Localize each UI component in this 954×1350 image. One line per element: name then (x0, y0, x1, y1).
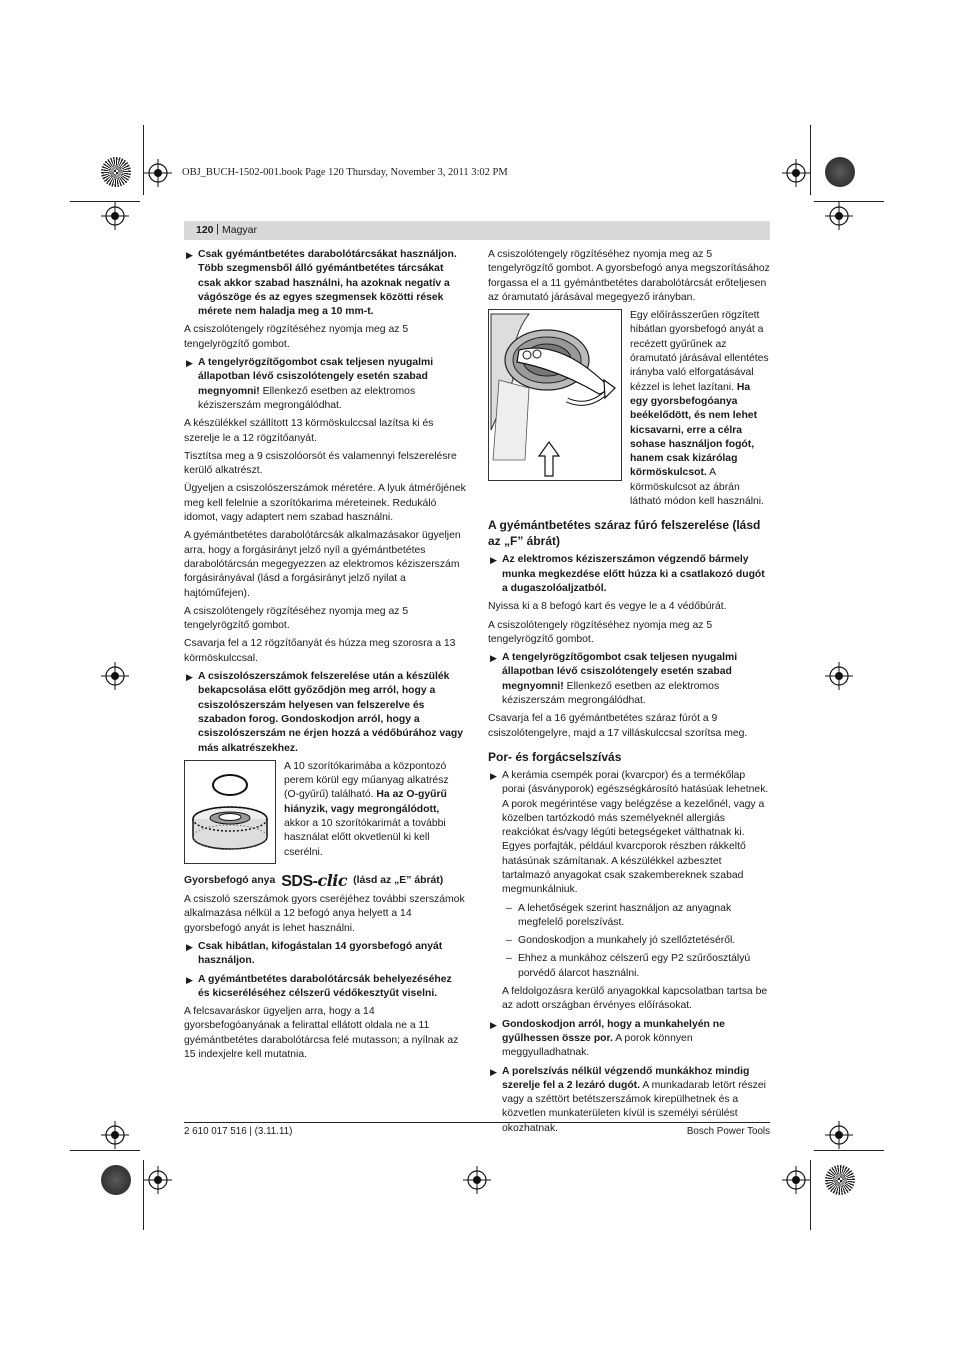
bullet-arrow-icon: ▶ (490, 555, 497, 566)
note-text: A 10 szorítókarimába a központozó perem körül egy műanyag alkatrész (O-gyűrű) található. (284, 760, 449, 801)
registration-mark-icon (101, 662, 129, 690)
registration-mark-icon (782, 1166, 810, 1194)
note-text-bold: Ha egy gyorsbefogóanya beékelődött, és nem lehet kicsavarni, erre a célra sohase használjon fogót, hanem csak kizárólag körmöskulcsot. (630, 381, 758, 479)
heading-text: Gyorsbefogó anya (184, 875, 276, 887)
bullet-text: A munkadarab letört részei vagy a széttört betétszerszámok kirepülhetnek és a közvetlen munkaterületen kívül is személyi sérülést okozhatnak. (502, 1079, 766, 1134)
heading-ref: (lásd az „E” ábrát) (353, 875, 444, 887)
paragraph: Csavarja fel a 12 rögzítőanyát és húzza meg szorosra a 13 körmöskulccsal. (184, 638, 456, 664)
clamping-flange-figure (184, 760, 276, 864)
warning-bullet (184, 973, 466, 1002)
registration-mark-icon (463, 1166, 491, 1194)
quick-nut-wrench-figure (488, 309, 622, 481)
bullet-text: Csak gyémántbetétes darabolótárcsákat használjon. Több szegmensből álló gyémántbetétes tárcsákat csak akkor szabad használni, ha azoknak negatív a vágószöge és az egyes szegmensek közötti rések mérete nem haladja meg a 10 mm-t. (198, 249, 457, 318)
bullet-arrow-icon: ▶ (490, 1066, 497, 1077)
bullet-text-bold: A porelszívás nélkül végzendő munkákhoz mindig szerelje fel a 2 lezáró dugót. (502, 1065, 750, 1091)
paragraph: A gyémántbetétes darabolótárcsák alkalmazásakor ügyeljen arra, hogy a forgásirányt jelző nyíl a gyémántbetétes darabolótárcsán megegyezzen az elektromos kéziszerszám forgásirányával (lásd a forgásirányt jelző nyilat a hajtóműfejen). (184, 530, 461, 599)
paragraph: A felcsavaráskor ügyeljen arra, hogy a 14 gyorsbefogóanyának a felirattal ellátott oldala ne a 11 gyémántbetétes darabolótárcsa felé mutasson; a nyílnak az 15 indexjelre kell mutatnia. (184, 1006, 459, 1061)
dash-item (488, 934, 770, 948)
dash-text: Ehhez a munkához célszerű egy P2 szűrőosztályú porvédő álarcot használni. (518, 953, 751, 979)
crop-mark (814, 1150, 884, 1151)
paragraph: A csiszolótengely rögzítéséhez nyomja meg az 5 tengelyrögzítő gombot. (184, 324, 409, 350)
paragraph: Tisztítsa meg a 9 csiszolóorsót és valamennyi felszerelésre kerülő alkatrészt. (184, 450, 457, 477)
paragraph: Ügyeljen a csiszolószerszámok méretére. A lyuk átmérőjének meg kell felelnie a szorítókarima méreteinek. Redukáló idomot, vagy adaptert nem szabad használni. (184, 483, 466, 524)
bullet-text: Csak hibátlan, kifogástalan 14 gyorsbefogó anyát használjon. (198, 940, 443, 967)
dash-item (488, 902, 770, 931)
warning-bullet (488, 651, 770, 708)
color-target-bottom-left (101, 1165, 131, 1195)
bullet-text-bold: A tengelyrögzítőgombot csak teljesen nyugalmi állapotban lévő csiszolótengely esetén szabad megnyomni! (198, 357, 434, 397)
footer-doc-number: 2 610 017 516 | (3.11.11) (184, 1126, 293, 1137)
registration-mark-icon (825, 662, 853, 690)
oring-figure-block (184, 760, 466, 864)
registration-mark-icon (101, 1121, 129, 1149)
footer-brand: Bosch Power Tools (686, 1126, 770, 1137)
oring-note (284, 760, 466, 864)
sds-clic-logo (281, 870, 348, 890)
dash-item (488, 952, 770, 981)
bullet-text-bold: Gondoskodjon arról, hogy a munkahelyén ne gyűlhessen össze por. (502, 1018, 725, 1044)
note-text: A körmöskulcsot az ábrán látható módon kell használni. (630, 467, 765, 508)
warning-bullet (184, 940, 466, 969)
crop-mark (810, 125, 811, 195)
warning-bullet (488, 553, 770, 596)
note-text-bold: Ha az O-gyűrű hiányzik, vagy megrongálódott, (284, 789, 447, 815)
color-target-top-left (101, 157, 131, 187)
paragraph: A csiszolótengely rögzítéséhez nyomja meg az 5 tengelyrögzítő gombot. (488, 619, 713, 645)
quick-nut-heading (184, 870, 466, 890)
bullet-arrow-icon: ▶ (186, 672, 193, 683)
crop-mark (810, 1160, 811, 1230)
paragraph: A feldolgozásra kerülő anyagokkal kapcsolatban tartsa be az adott országban érvényes előírásokat. (502, 986, 768, 1012)
bullet-arrow-icon: ▶ (186, 358, 193, 369)
registration-mark-icon (782, 159, 810, 187)
note-text: akkor a 10 szorítókarimát a további használat előtt okvetlenül ki kell cserélni. (284, 817, 446, 858)
bullet-arrow-icon: ▶ (186, 941, 193, 952)
bullet-text: Ellenkező esetben az elektromos kéziszerszám megrongálódhat. (502, 680, 720, 707)
registration-mark-icon (144, 159, 172, 187)
section-heading: Por- és forgácselszívás (488, 749, 622, 764)
warning-bullet (488, 769, 770, 898)
language-label: Magyar (222, 224, 258, 236)
bullet-text: A csiszolószerszámok felszerelése után a készülék bekapcsolása előtt győződjön meg arról, hogy a csiszolószerszám helyesen van felszerelve és szabadon forog. Gondoskodjon arról, hogy a csiszolószerszám ne érjen hozzá a védőbúrához vagy más alkatrészekhez. (198, 671, 464, 754)
registration-mark-icon (144, 1166, 172, 1194)
bullet-arrow-icon: ▶ (186, 250, 193, 260)
print-slug: OBJ_BUCH-1502-001.book Page 120 Thursday, November 3, 2011 3:02 PM (182, 167, 508, 178)
dash-glyph: – (506, 935, 512, 947)
header-separator: | (216, 223, 219, 235)
warning-bullet (184, 670, 466, 756)
paragraph: Nyissa ki a 8 befogó kart és vegye le a 4 védőbúrát. (488, 601, 727, 613)
quick-nut-figure-block (488, 309, 770, 509)
warning-bullet (184, 248, 466, 319)
dash-glyph: – (506, 953, 512, 965)
bullet-arrow-icon: ▶ (490, 653, 497, 664)
bullet-text: Ellenkező esetben az elektromos kéziszerszám megrongálódhat. (198, 385, 416, 411)
dash-glyph: – (506, 902, 512, 914)
dash-text: A lehetőségek szerint használjon az anyagnak megfelelő porelszívást. (518, 902, 732, 928)
page-number: 120 (196, 224, 214, 236)
registration-mark-icon (825, 202, 853, 230)
bullet-text: Az elektromos kéziszerszámon végzendő bármely munka megkezdése előtt húzza ki a csatlakozó dugót a dugaszolóaljzatból. (502, 554, 765, 594)
dash-text: Gondoskodjon a munkahely jó szellőztetéséről. (518, 935, 736, 947)
footer-rule (184, 1122, 770, 1123)
bullet-text: A gyémántbetétes darabolótárcsák behelyezéséhez és kicseréléséhez célszerű védőkesztyűt viselni. (198, 973, 452, 999)
registration-mark-icon (101, 202, 129, 230)
paragraph: A csiszolótengely rögzítéséhez nyomja meg az 5 tengelyrögzítő gombot. (184, 605, 409, 632)
color-target-top-right (825, 157, 855, 187)
page-header (184, 221, 770, 240)
warning-bullet (184, 356, 466, 413)
paragraph: A készülékkel szállított 13 körmöskulccsal lazítsa ki és szerelje le a 12 rögzítőanyát. (184, 418, 434, 444)
warning-bullet (488, 1018, 770, 1061)
bullet-arrow-icon: ▶ (490, 770, 497, 781)
bullet-text: A porok könnyen meggyulladhatnak. (502, 1032, 693, 1059)
crop-mark (70, 1150, 140, 1151)
bullet-arrow-icon: ▶ (490, 1019, 497, 1030)
note-text: Egy előírásszerűen rögzített hibátlan gyorsbefogó anyát a recézett gyűrűnek az óramutató járásával ellentétes irányba való elforgatásával kézzel is lehet lazítani. (630, 310, 769, 393)
paragraph: A csiszoló szerszámok gyors cseréjéhez további szerszámok alkalmazása nélkül a 12 befogó anya helyett a 14 gyorsbefogó anyát is lehet használni. (184, 894, 465, 934)
paragraph: Csavarja fel a 16 gyémántbetétes száraz fúrót a 9 csiszolótengelyre, majd a 17 villáskulccsal szorítsa meg. (488, 713, 748, 739)
color-target-bottom-right (825, 1165, 855, 1195)
quick-nut-note (630, 309, 770, 509)
left-column (184, 248, 466, 1066)
section-heading: A gyémántbetétes száraz fúró felszerelése (lásd az „F” ábrát) (488, 518, 761, 549)
logo-text-italic: clic (317, 870, 348, 890)
paragraph: A csiszolótengely rögzítéséhez nyomja meg az 5 tengelyrögzítő gombot. A gyorsbefogó anya megszorításához forgassa el a 11 gyémántbetétes darabolótárcsát erőteljesen az óramutató járásával megegyező irányban. (488, 249, 770, 303)
bullet-text: A kerámia csempék porai (kvarcpor) és a termékőlap porai (ásványporok) egészségkárosító hatásúak lehetnek. A porok megérintése vagy belégzése a kezelőnél, vagy a közelben tartózkodó más személyeknél allergiás reakciókat és/vagy légúti betegségeket válthatnak ki. Egyes porfajták, például kvarcporok részben rákkeltő hatásúnak számítanak. A készülékkel azbesztet tartalmazó anyagokat csak szakembereknek szabad megmunkálniuk. (502, 769, 769, 896)
logo-text: SDS- (281, 872, 318, 890)
bullet-text-bold: A tengelyrögzítőgombot csak teljesen nyugalmi állapotban lévő csiszolótengely esetén szabad megnyomni! (502, 652, 738, 692)
right-column (488, 248, 770, 1140)
bullet-arrow-icon: ▶ (186, 974, 193, 985)
registration-mark-icon (825, 1121, 853, 1149)
